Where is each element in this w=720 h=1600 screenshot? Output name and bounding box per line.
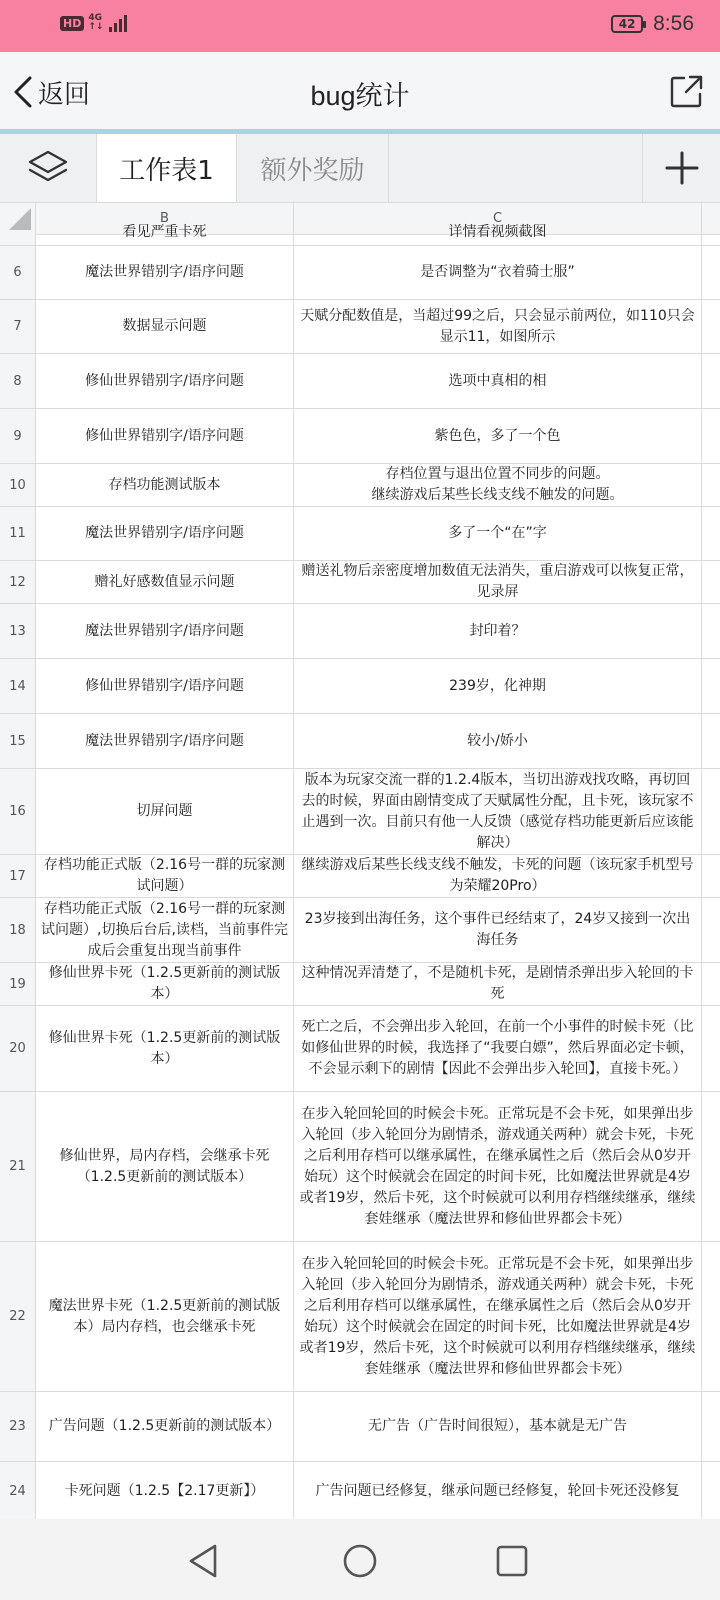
row-number: 24	[0, 1462, 36, 1521]
cell-c[interactable]: 这种情况弄清楚了，不是随机卡死，是剧情杀弹出步入轮回的卡死	[294, 963, 702, 1005]
cell-b[interactable]: 存档功能测试版本	[36, 464, 294, 506]
cell-c[interactable]: 无广告（广告时间很短），基本就是无广告	[294, 1392, 702, 1461]
spreadsheet-grid[interactable]	[0, 203, 720, 1519]
sheet-list-button[interactable]	[0, 134, 97, 202]
triangle-back-icon	[185, 1541, 225, 1581]
cell-b[interactable]: 魔法世界错别字/语序问题	[36, 507, 294, 560]
row-number: 11	[0, 507, 36, 560]
row-number	[0, 234, 36, 245]
table-row[interactable]	[0, 769, 720, 855]
signal-icon	[109, 14, 127, 32]
navigation-bar	[0, 1519, 720, 1600]
cell-b[interactable]: 存档功能正式版（2.16号一群的玩家测试问题）,切换后台后,读档，当前事件完成后会重复出现当前事件	[36, 898, 294, 962]
row-number: 21	[0, 1092, 36, 1241]
table-row[interactable]	[0, 855, 720, 898]
cell-b[interactable]: 修仙世界卡死（1.2.5更新前的测试版本）	[36, 963, 294, 1005]
cell-b[interactable]: 修仙世界错别字/语序问题	[36, 354, 294, 408]
row-number: 20	[0, 1006, 36, 1091]
cell-b[interactable]: 魔法世界错别字/语序问题	[36, 246, 294, 299]
battery-icon	[611, 15, 643, 33]
cell-c[interactable]: 选项中真相的相	[294, 354, 702, 408]
column-c-header[interactable]: C	[294, 203, 702, 234]
corner-triangle-icon	[9, 208, 31, 230]
table-row[interactable]	[0, 963, 720, 1006]
circle-home-icon	[340, 1541, 380, 1581]
battery-level: 42	[618, 17, 636, 31]
cell-c[interactable]: 239岁，化神期	[294, 659, 702, 713]
row-number: 12	[0, 561, 36, 603]
table-row[interactable]	[0, 1462, 720, 1522]
select-all-corner[interactable]	[0, 203, 36, 234]
add-sheet-button[interactable]	[642, 134, 720, 202]
row-number: 8	[0, 354, 36, 408]
row-number: 16	[0, 769, 36, 854]
network-arrows: ↑↓	[88, 22, 104, 32]
row-number: 17	[0, 855, 36, 897]
cell-c[interactable]: 版本为玩家交流一群的1.2.4版本，当切出游戏找攻略，再切回去的时候，界面由剧情变成了天赋属性分配，且卡死，该玩家不止遇到一次。目前只有他一人反馈（感觉存档功能更新后应该能解决）	[294, 769, 702, 854]
table-row-partial[interactable]	[0, 224, 720, 246]
status-bar	[0, 0, 720, 52]
open-external-button[interactable]	[668, 72, 706, 110]
table-row[interactable]	[0, 1006, 720, 1092]
cell-b[interactable]: 看见严重卡死	[36, 234, 294, 245]
row-number: 15	[0, 714, 36, 768]
table-row[interactable]	[0, 1392, 720, 1462]
cell-b[interactable]: 魔法世界卡死（1.2.5更新前的测试版本）局内存档，也会继承卡死	[36, 1242, 294, 1391]
cell-c[interactable]: 多了一个“在”字	[294, 507, 702, 560]
cell-b[interactable]: 修仙世界错别字/语序问题	[36, 409, 294, 463]
nav-home-button[interactable]	[340, 1541, 380, 1581]
table-row[interactable]	[0, 561, 720, 604]
table-row[interactable]	[0, 659, 720, 714]
square-recents-icon	[492, 1541, 532, 1581]
cell-c[interactable]: 23岁接到出海任务，这个事件已经结束了，24岁又接到一次出海任务	[294, 898, 702, 962]
cell-b[interactable]: 魔法世界错别字/语序问题	[36, 714, 294, 768]
cell-c[interactable]: 封印着？	[294, 604, 702, 658]
title-bar	[0, 52, 720, 130]
status-right	[611, 12, 694, 36]
cell-c[interactable]: 天赋分配数值是，当超过99之后，只会显示前两位，如110只会显示11，如图所示	[294, 300, 702, 353]
cell-b[interactable]: 广告问题（1.2.5更新前的测试版本）	[36, 1392, 294, 1461]
sheet-tabs-bar	[0, 134, 720, 203]
table-row[interactable]	[0, 246, 720, 300]
network-type: 4G	[88, 13, 102, 23]
cell-b[interactable]: 切屏问题	[36, 769, 294, 854]
open-external-icon	[668, 72, 706, 110]
table-row[interactable]	[0, 1242, 720, 1392]
table-row[interactable]	[0, 409, 720, 464]
cell-c[interactable]: 赠送礼物后亲密度增加数值无法消失，重启游戏可以恢复正常，见录屏	[294, 561, 702, 603]
row-number: 9	[0, 409, 36, 463]
plus-icon	[664, 150, 700, 186]
cell-b[interactable]: 魔法世界错别字/语序问题	[36, 604, 294, 658]
clock: 8:56	[653, 12, 694, 35]
cell-b[interactable]: 存档功能正式版（2.16号一群的玩家测试问题）	[36, 855, 294, 897]
nav-recents-button[interactable]	[492, 1541, 532, 1581]
back-label: 返回	[38, 79, 91, 110]
cell-c[interactable]: 详情看视频截图	[294, 234, 702, 245]
row-number: 13	[0, 604, 36, 658]
row-number: 19	[0, 963, 36, 1005]
page-title: bug统计	[310, 81, 410, 111]
row-number: 6	[0, 246, 36, 299]
tab-extra-reward[interactable]: 额外奖励	[237, 134, 389, 202]
cell-c[interactable]: 广告问题已经修复，继承问题已经修复，轮回卡死还没修复	[294, 1462, 702, 1521]
row-number: 22	[0, 1242, 36, 1391]
tab-sheet1[interactable]: 工作表1	[97, 134, 237, 202]
table-row[interactable]	[0, 714, 720, 769]
cell-c[interactable]: 紫色色，多了一个色	[294, 409, 702, 463]
cell-c[interactable]: 在步入轮回轮回的时候会卡死。正常玩是不会卡死，如果弹出步入轮回（步入轮回分为剧情杀，游戏通关两种）就会卡死，卡死之后利用存档可以继承属性，在继承属性之后（然后会从0岁开始玩）这个时候就会在固定的时间卡死，比如魔法世界就是4岁或者19岁，然后卡死，这个时候就可以利用存档继续继承，继续套娃继承（魔法世界和修仙世界都会卡死）	[294, 1092, 702, 1241]
cell-c[interactable]: 存档位置与退出位置不同步的问题。 继续游戏后某些长线支线不触发的问题。	[294, 464, 702, 506]
table-row[interactable]	[0, 464, 720, 507]
hd-badge: HD	[60, 16, 84, 31]
row-number: 14	[0, 659, 36, 713]
cell-b[interactable]: 数据显示问题	[36, 300, 294, 353]
cell-c[interactable]: 死亡之后，不会弹出步入轮回，在前一个小事件的时候卡死（比如修仙世界的时候，我选择了“我要白嫖”，然后界面必定卡顿，不会显示剩下的剧情【因此不会弹出步入轮回】，直接卡死。）	[294, 1006, 702, 1091]
row-number: 18	[0, 898, 36, 962]
network-indicator	[88, 14, 103, 32]
cell-b[interactable]: 修仙世界卡死（1.2.5更新前的测试版本）	[36, 1006, 294, 1091]
cell-c[interactable]: 是否调整为“衣着骑士服”	[294, 246, 702, 299]
row-number: 10	[0, 464, 36, 506]
cell-c[interactable]: 较小/娇小	[294, 714, 702, 768]
cell-c[interactable]: 在步入轮回轮回的时候会卡死。正常玩是不会卡死，如果弹出步入轮回（步入轮回分为剧情杀，游戏通关两种）就会卡死，卡死之后利用存档可以继承属性，在继承属性之后（然后会从0岁开始玩）这个时候就会在固定的时间卡死，比如魔法世界就是4岁或者19岁，然后卡死，这个时候就可以利用存档继续继承，继续套娃继承（魔法世界和修仙世界都会卡死）	[294, 1242, 702, 1391]
cell-c[interactable]: 继续游戏后某些长线支线不触发，卡死的问题（该玩家手机型号为荣耀20Pro）	[294, 855, 702, 897]
cell-b[interactable]: 修仙世界错别字/语序问题	[36, 659, 294, 713]
column-b-header[interactable]: B	[36, 203, 294, 234]
row-number: 23	[0, 1392, 36, 1461]
nav-back-button[interactable]	[185, 1541, 225, 1581]
table-row[interactable]	[0, 354, 720, 409]
row-number: 7	[0, 300, 36, 353]
table-row[interactable]	[0, 1092, 720, 1242]
table-row[interactable]	[0, 300, 720, 354]
cell-b[interactable]: 修仙世界，局内存档，会继承卡死（1.2.5更新前的测试版本）	[36, 1092, 294, 1241]
table-row[interactable]	[0, 604, 720, 659]
layers-icon	[26, 148, 70, 188]
cell-b[interactable]: 卡死问题（1.2.5【2.17更新】）	[36, 1462, 294, 1521]
table-row[interactable]	[0, 507, 720, 561]
table-row[interactable]	[0, 898, 720, 963]
cell-b[interactable]: 赠礼好感数值显示问题	[36, 561, 294, 603]
status-left	[60, 14, 127, 32]
